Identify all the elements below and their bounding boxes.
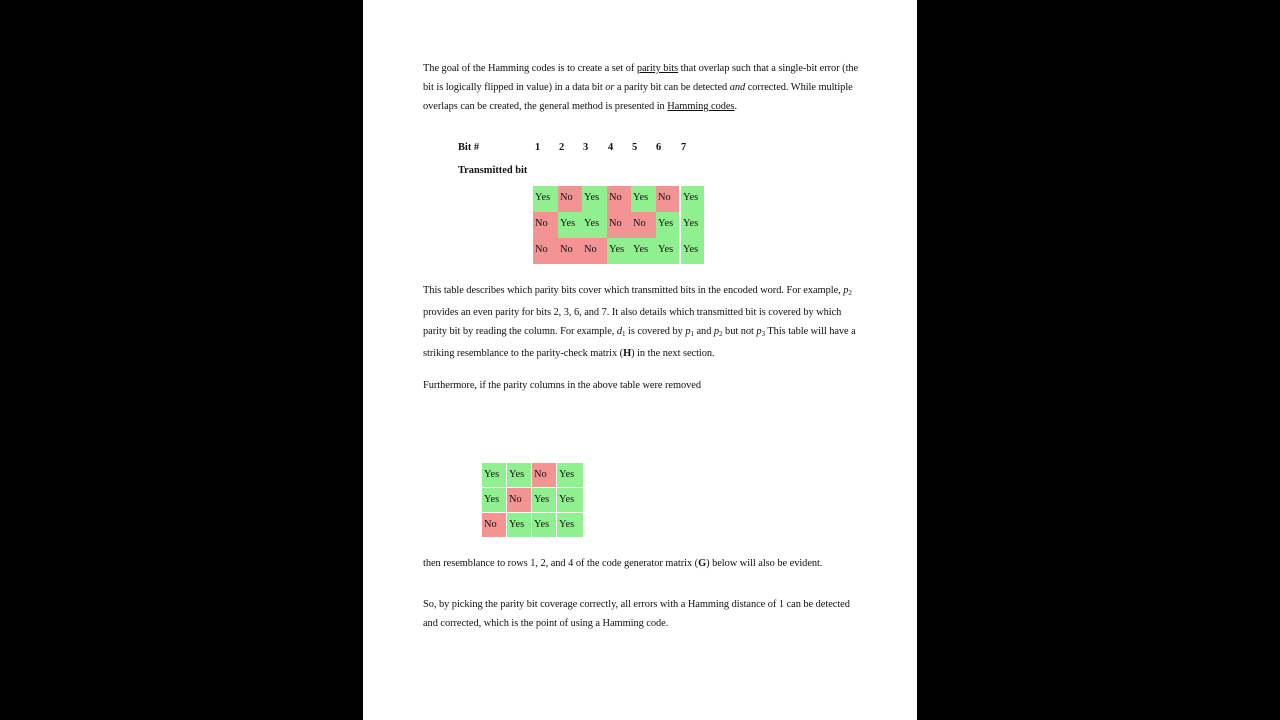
text: This table describes which parity bits cover which transmitted bits in the encoded word. For example, xyxy=(423,285,844,296)
hamming-codes-link[interactable]: Hamming codes xyxy=(667,101,735,112)
table-cell: Yes xyxy=(582,186,607,212)
transmitted-bit-label: Transmitted bit xyxy=(458,165,528,176)
table-cell: No xyxy=(558,186,582,212)
table-cell: Yes xyxy=(558,212,582,238)
bit-number-header: 5 xyxy=(632,142,638,153)
matrix-h: H xyxy=(623,348,632,359)
text: is covered by xyxy=(625,326,686,337)
text: corrected. While multiple overlaps can be created, the general method is presented in xyxy=(423,82,853,112)
subscript: 3 xyxy=(761,330,766,338)
bit-number-header: 2 xyxy=(559,142,565,153)
var-p: p xyxy=(713,326,720,337)
furthermore-paragraph: Furthermore, if the parity columns in the above table were removed xyxy=(423,380,702,391)
table-cell: Yes xyxy=(507,513,531,537)
table-cell: Yes xyxy=(532,513,556,537)
table-description-paragraph xyxy=(423,281,863,363)
text: but not xyxy=(722,326,757,337)
table-cell: No xyxy=(607,212,631,238)
subscript: 2 xyxy=(719,330,723,338)
generator-matrix-paragraph xyxy=(423,554,863,573)
table-cell: Yes xyxy=(681,212,704,238)
table-cell: No xyxy=(631,212,656,238)
bit-number-header: 7 xyxy=(681,142,687,153)
table-cell: No xyxy=(558,238,582,264)
text: then resemblance to rows 1, 2, and 4 of the code generator matrix ( xyxy=(423,558,699,569)
table-cell: No xyxy=(507,488,531,512)
bit-number-header: 1 xyxy=(535,142,541,153)
matrix-g: G xyxy=(698,558,707,569)
text: The goal of the Hamming codes is to create a set of xyxy=(423,63,637,74)
bit-number-header: 4 xyxy=(608,142,614,153)
table-cell: Yes xyxy=(482,463,506,487)
table-cell: Yes xyxy=(532,488,556,512)
table-cell: No xyxy=(532,463,556,487)
text: that overlap such that a single-bit error (the bit is logically flipped in value) in a data bit xyxy=(423,63,859,93)
var-p: p xyxy=(843,285,849,296)
var-p: p xyxy=(756,326,762,337)
table-cell: Yes xyxy=(533,186,558,212)
subscript: 2 xyxy=(848,289,852,297)
conclusion-paragraph: So, by picking the parity bit coverage correctly, all errors with a Hamming distance of 1 can be detected and corrected, which is the point of using a Hamming code. xyxy=(423,599,850,629)
text: This table will have a striking resemblance to the parity-check matrix ( xyxy=(423,326,856,359)
bit-number-header: 3 xyxy=(583,142,589,153)
table-cell: Yes xyxy=(631,186,656,212)
table-cell: Yes xyxy=(507,463,531,487)
table-cell: Yes xyxy=(557,513,583,537)
bit-number-label: Bit # xyxy=(458,142,480,153)
table-cell: No xyxy=(582,238,607,264)
table-cell: Yes xyxy=(656,212,679,238)
table-cell: Yes xyxy=(582,212,607,238)
var-d: d xyxy=(616,326,623,337)
subscript: 1 xyxy=(622,330,626,338)
table-cell: No xyxy=(533,212,558,238)
table-cell: No xyxy=(533,238,558,264)
text: and xyxy=(693,326,714,337)
table-cell: Yes xyxy=(482,488,506,512)
document-page xyxy=(363,0,917,720)
table-cell: Yes xyxy=(557,488,583,512)
table-cell: No xyxy=(656,186,679,212)
table-cell: Yes xyxy=(656,238,679,264)
subscript: 1 xyxy=(690,330,694,338)
table-cell: Yes xyxy=(681,238,704,264)
table-cell: Yes xyxy=(631,238,656,264)
italic-and: and xyxy=(729,82,746,93)
text: a parity bit can be detected xyxy=(614,82,730,93)
table-cell: Yes xyxy=(607,238,631,264)
intro-paragraph xyxy=(423,59,863,116)
text: ) in the next section. xyxy=(631,348,715,359)
text: provides an even parity for bits 2, 3, 6, and 7. It also details which transmitted bit is covered by which parity bit by reading the column. For example, xyxy=(423,307,842,337)
table-cell: Yes xyxy=(681,186,704,212)
table-cell: No xyxy=(607,186,631,212)
var-p: p xyxy=(685,326,691,337)
italic-or: or xyxy=(605,82,615,93)
table-cell: No xyxy=(482,513,506,537)
text: ) below will also be evident. xyxy=(706,558,823,569)
text: . xyxy=(734,101,737,112)
parity-bits-link[interactable]: parity bits xyxy=(636,63,679,74)
table-cell: Yes xyxy=(557,463,583,487)
bit-number-header: 6 xyxy=(656,142,662,153)
